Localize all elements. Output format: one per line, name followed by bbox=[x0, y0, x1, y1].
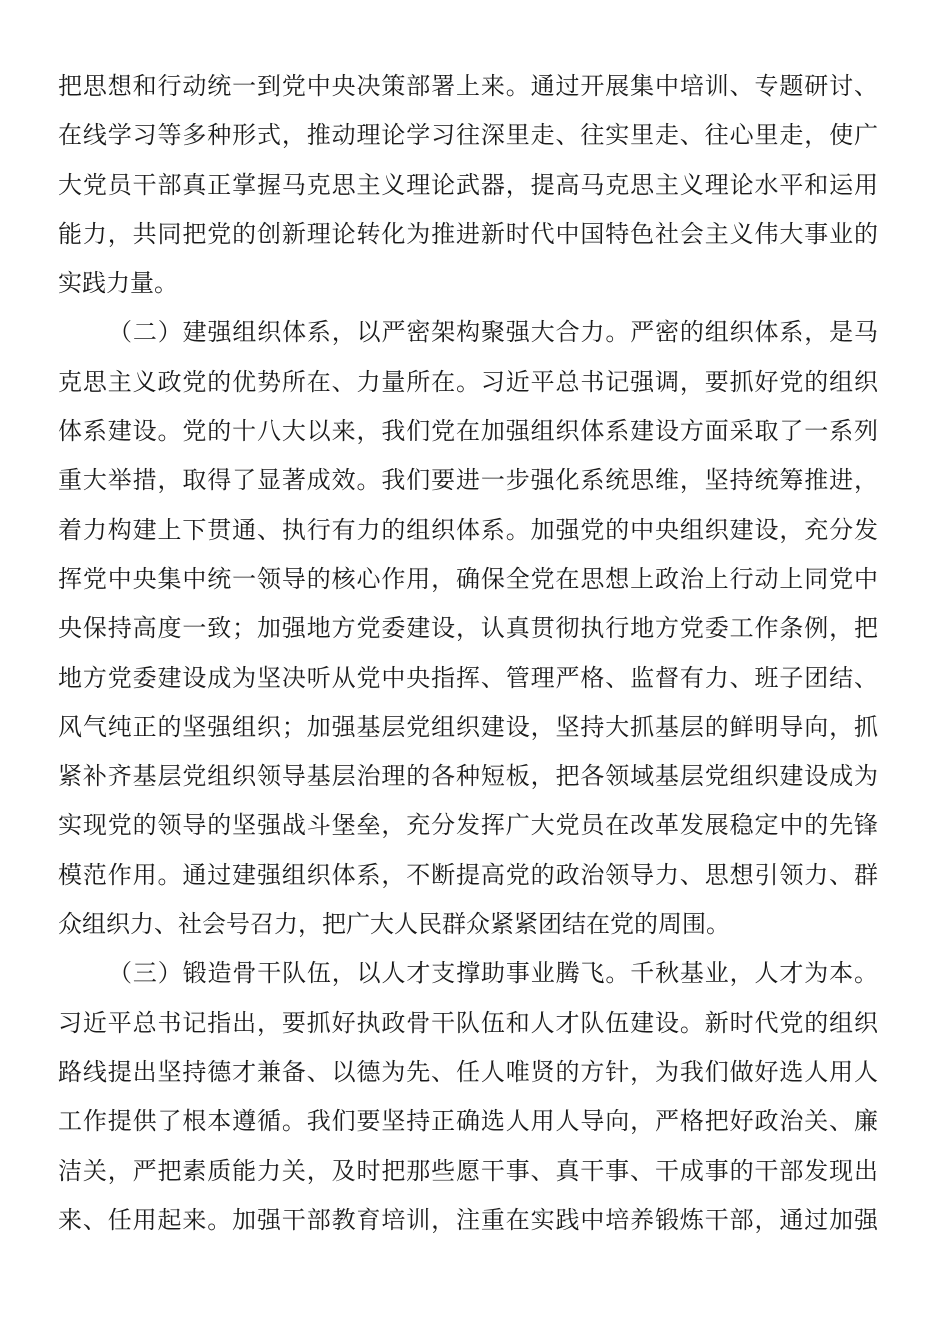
text-line: 着力构建上下贯通、执行有力的组织体系。加强党的中央组织建设，充分发 bbox=[58, 515, 878, 544]
text-line: 重大举措，取得了显著成效。我们要进一步强化系统思维，坚持统筹推进， bbox=[58, 466, 878, 495]
text-line: 挥党中央集中统一领导的核心作用，确保全党在思想上政治上行动上同党中 bbox=[58, 564, 878, 593]
text-line: 在线学习等多种形式，推动理论学习往深里走、往实里走、往心里走，使广 bbox=[58, 121, 878, 150]
text-line: 大党员干部真正掌握马克思主义理论武器，提高马克思主义理论水平和运用 bbox=[58, 170, 878, 199]
text-line: 把思想和行动统一到党中央决策部署上来。通过开展集中培训、专题研讨、 bbox=[58, 72, 878, 100]
text-line: 实践力量。 bbox=[58, 269, 178, 298]
text-line: 能力，共同把党的创新理论转化为推进新时代中国特色社会主义伟大事业的 bbox=[58, 219, 878, 248]
text-line: 克思主义政党的优势所在、力量所在。习近平总书记强调，要抓好党的组织 bbox=[58, 367, 878, 396]
text-line: 工作提供了根本遵循。我们要坚持正确选人用人导向，严格把好政治关、廉 bbox=[58, 1107, 878, 1136]
text-line: 众组织力、社会号召力，把广大人民群众紧紧团结在党的周围。 bbox=[58, 910, 730, 939]
text-line: 模范作用。通过建强组织体系，不断提高党的政治领导力、思想引领力、群 bbox=[58, 860, 878, 889]
document-body bbox=[58, 62, 878, 1245]
text-line: 地方党委建设成为坚决听从党中央指挥、管理严格、监督有力、班子团结、 bbox=[58, 663, 878, 692]
text-line: 紧补齐基层党组织领导基层治理的各种短板，把各领域基层党组织建设成为 bbox=[58, 762, 878, 791]
text-line: 来、任用起来。加强干部教育培训，注重在实践中培养锻炼干部，通过加强 bbox=[58, 1205, 878, 1234]
text-line: 风气纯正的坚强组织；加强基层党组织建设，坚持大抓基层的鲜明导向，抓 bbox=[58, 712, 878, 741]
text-line: 央保持高度一致；加强地方党委建设，认真贯彻执行地方党委工作条例，把 bbox=[58, 614, 878, 643]
text-line: 习近平总书记指出，要抓好执政骨干队伍和人才队伍建设。新时代党的组织 bbox=[58, 1008, 878, 1037]
text-line: 洁关，严把素质能力关，及时把那些愿干事、真干事、干成事的干部发现出 bbox=[58, 1156, 878, 1185]
text-line: 实现党的领导的坚强战斗堡垒，充分发挥广大党员在改革发展稳定中的先锋 bbox=[58, 811, 878, 840]
text-line: 路线提出坚持德才兼备、以德为先、任人唯贤的方针，为我们做好选人用人 bbox=[58, 1057, 878, 1086]
section-heading-line: （二）建强组织体系，以严密架构聚强大合力。严密的组织体系，是马 bbox=[108, 318, 878, 347]
section-heading-line: （三）锻造骨干队伍，以人才支撑助事业腾飞。千秋基业，人才为本。 bbox=[108, 959, 878, 988]
text-line: 体系建设。党的十八大以来，我们党在加强组织体系建设方面采取了一系列 bbox=[58, 417, 878, 446]
